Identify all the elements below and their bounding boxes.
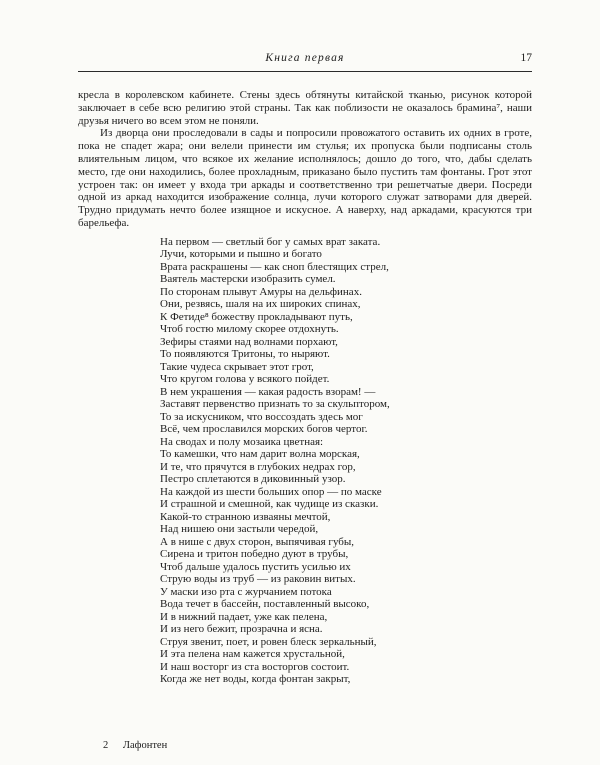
- verse-line: Всё, чем прославился морских богов чертог.: [160, 423, 368, 436]
- verse-block: [160, 236, 532, 686]
- verse-line: Какой-то странною изваяны мечтой,: [160, 510, 331, 523]
- verse-line: Заставят первенство признать то за скульптором,: [160, 398, 390, 411]
- paragraph: кресла в королевском кабинете. Стены здесь обтянуты китайской тканью, рисунок которой заключает в себе всю религию этой страны. Так как поблизости не оказалось брамина⁷, наши друзья ничего во всем этом не поняли.: [78, 89, 532, 127]
- verse-line: У маски изо рта с журчанием потока: [160, 585, 332, 598]
- page-number: 17: [520, 52, 532, 64]
- verse-line: И эта пелена нам кажется хрустальной,: [160, 648, 345, 661]
- verse-line: То появляются Тритоны, то ныряют.: [160, 348, 330, 361]
- verse-line: И страшной и смешной, как чудище из сказки.: [160, 498, 379, 511]
- verse-line: И наш восторг из ста восторгов состоит.: [160, 660, 350, 673]
- header-rule: [78, 71, 532, 72]
- verse-line: И те, что прячутся в глубоких недрах гор,: [160, 460, 356, 473]
- page-footer: [103, 740, 167, 751]
- verse-line: Чтоб дальше удалось пустить усилью их: [160, 560, 351, 573]
- verse-line: По сторонам плывут Амуры на дельфинах.: [160, 285, 362, 298]
- verse-line: Что кругом голова у всякого пойдет.: [160, 373, 330, 386]
- verse-line: Они, резвясь, шаля на их широких спинах,: [160, 298, 361, 311]
- signature-mark: 2: [103, 740, 109, 751]
- verse-line: А в нише с двух сторон, выпячивая губы,: [160, 535, 355, 548]
- verse-line: На каждой из шести больших опор — по маске: [160, 485, 382, 498]
- verse-line: И в нижний падает, уже как пелена,: [160, 610, 328, 623]
- verse-line: Вода течет в бассейн, поставленный высоко,: [160, 598, 370, 611]
- verse-line: Чтоб гостю милому скорее отдохнуть.: [160, 323, 339, 336]
- verse-line: И из него бежит, прозрачна и ясна.: [160, 623, 323, 636]
- verse-line: Врата раскрашены — как сноп блестящих стрел,: [160, 260, 389, 273]
- verse-line: На сводах и полу мозаика цветная:: [160, 435, 324, 448]
- verse-line: Лучи, которыми и пышно и богато: [160, 248, 322, 261]
- verse-line: То за искусником, что воссоздать здесь мог: [160, 410, 363, 423]
- verse-line: Ваятель мастерски изобразить сумел.: [160, 273, 336, 286]
- body-text: [78, 89, 532, 686]
- verse-line: Пестро сплетаются в диковинный узор.: [160, 473, 346, 486]
- verse-line: Когда же нет воды, когда фонтан закрыт,: [160, 673, 351, 686]
- paragraph: Из дворца они проследовали в сады и попросили провожатого оставить их одних в гроте, пока не спадет жара; они велели принести им стулья; их пропуска были подписаны столь влиятельным лицом, что всякое их желание исполнялось; дошло до того, что, дабы сделать место, где они находились, более прохладным, приказано было пустить там фонтаны. Грот этот устроен так: он имеет у входа три аркады и соответственно три решетчатые двери. Посреди одной из аркад находится изображение солнца, лучи которого служат затворами для дверей. Трудно придумать нечто более изящное и искусное. А наверху, над аркадами, красуются три барельефа.: [78, 127, 532, 229]
- verse-line: Зефиры стаями над волнами порхают,: [160, 335, 338, 348]
- verse-line: Над нишею они застыли чередой,: [160, 523, 319, 536]
- verse-line: Струя звенит, поет, и ровен блеск зеркальный,: [160, 635, 377, 648]
- verse-line: Такие чудеса скрывает этот грот,: [160, 360, 314, 373]
- verse-line: Струю воды из труб — из раковин витых.: [160, 573, 356, 586]
- running-title: Книга первая: [265, 52, 345, 64]
- verse-line: Сирена и тритон победно дуют в трубы,: [160, 548, 349, 561]
- page-header: [78, 52, 532, 67]
- verse-line: К Фетиде⁸ божеству прокладывают путь,: [160, 310, 353, 323]
- signature-title: Лафонтен: [122, 740, 168, 751]
- verse-line: В нем украшения — какая радость взорам! —: [160, 385, 376, 398]
- verse-line: То камешки, что нам дарит волна морская,: [160, 448, 360, 461]
- verse-line: На первом — светлый бог у самых врат заката.: [160, 235, 381, 248]
